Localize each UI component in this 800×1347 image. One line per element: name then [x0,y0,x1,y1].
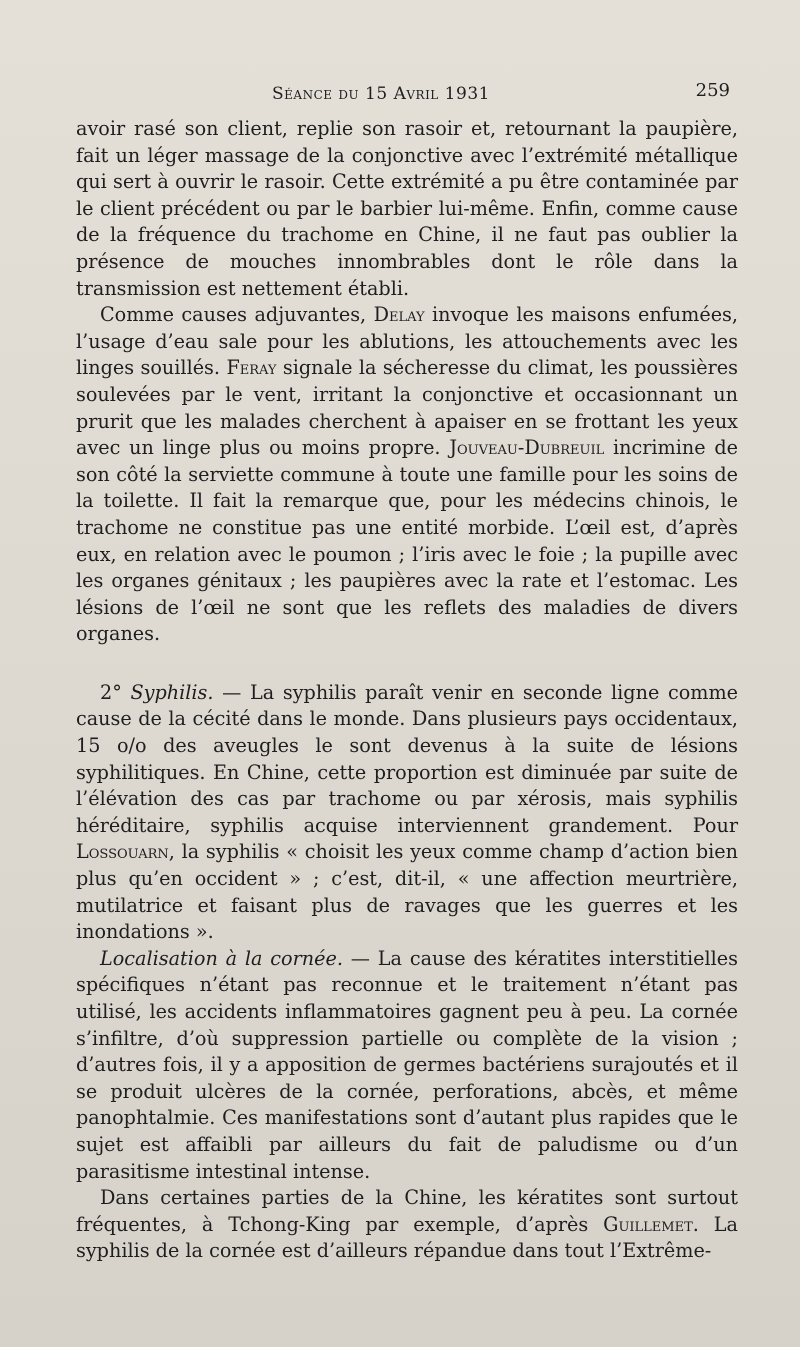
header-title: Séance du 15 Avril 1931 [272,84,490,104]
running-header [76,78,738,112]
author-name: Feray [226,356,277,380]
paragraph-1: avoir rasé son client, replie son rasoir et, retournant la paupière, fait un léger massage de la conjonctive avec l’extrémité métallique qui sert à ouvrir le rasoir. Cette extrémité a pu être contaminée par le client précédent ou par le barbier lui-même. Enfin, comme cause de la fréquence du trachome en Chine, il ne faut pas oublier la présence de mouches innombrables dont le rôle dans la transmission est nettement établi. [76,117,738,300]
p2-text-c: signale la sécheresse du climat, les poussières soulevées par le vent, irritant la conjonctive et occasionnant un prurit que les malades cherchent à apaiser en se frottant les yeux avec un linge plus ou moins propre. [76,356,738,460]
author-name: Lossouarn [76,840,169,864]
section-number: 2° [100,680,131,704]
p4-text: — La cause des kératites interstitielles spécifiques n’étant pas reconnue et le traitement n’étant pas utilisé, les accidents inflammatoires gagnent peu à peu. La cornée s’infiltre, d’où suppression partielle ou complète de la vision ; d’autres fois, il y a apposition de germes bactériens surajoutés et il se produit ulcères de la cornée, perforations, abcès, et même panophtalmie. Ces manifestations sont d’autant plus rapides que le sujet est affaibli par ailleurs du fait de paludisme ou d’un parasitisme intestinal intense. [76,946,738,1183]
p2-text-d: incrimine de son côté la serviette commune à toute une famille pour les soins de la toilette. Il fait la remarque que, pour les médecins chinois, le trachome ne constitue pas une entité morbide. L’œil est, d’après eux, en relation avec le poumon ; l’iris avec le foie ; la pupille avec les organes génitaux ; les paupières avec la rate et l’estomac. Les lésions de l’œil ne sont que les reflets des maladies de divers organes. [76,436,738,646]
p5-text-a: Dans certaines parties de la Chine, les kératites sont surtout fréquentes, à Tchong-King par exemple, d’après [76,1186,738,1236]
page-number: 259 [695,80,730,101]
p2-text-a: Comme causes adjuvantes, [100,303,374,327]
p3-text-a: — La syphilis paraît venir en seconde ligne comme cause de la cécité dans le monde. Dans plusieurs pays occidentaux, 15 o/o des aveugles le sont devenus à la suite de lésions syphilitiques. En Chine, cette proportion est diminuée par suite de l’élévation des cas par trachome ou par xérosis, mais syphilis héréditaire, syphilis acquise interviennent grandement. Pour [76,680,739,837]
p5-text-b: . La syphilis de la cornée est d’ailleurs répandue dans tout l’Extrême- [76,1212,738,1263]
section-heading: Syphilis. [130,680,214,704]
paragraph-4 [76,946,738,1185]
p2-text-b: invoque les maisons enfumées, l’usage d’eau sale pour les ablutions, les attouchements avec les linges souillés. [76,303,738,380]
paragraph-5 [76,1185,738,1265]
author-name: Delay [373,303,425,327]
author-name: Guillemet [603,1212,693,1236]
subsection-heading: Localisation à la cornée. [100,946,343,970]
p3-text-b: , la syphilis « choisit les yeux comme champ d’action bien plus qu’en occident » ; c’est, dit-il, « une affection meurtrière, mutilatrice et faisant plus de ravages que les guerres et les inondations ». [76,840,738,944]
paragraph-2 [76,302,738,648]
paragraph-3 [76,680,738,946]
author-name: Jouveau-Dubreuil [449,436,605,460]
